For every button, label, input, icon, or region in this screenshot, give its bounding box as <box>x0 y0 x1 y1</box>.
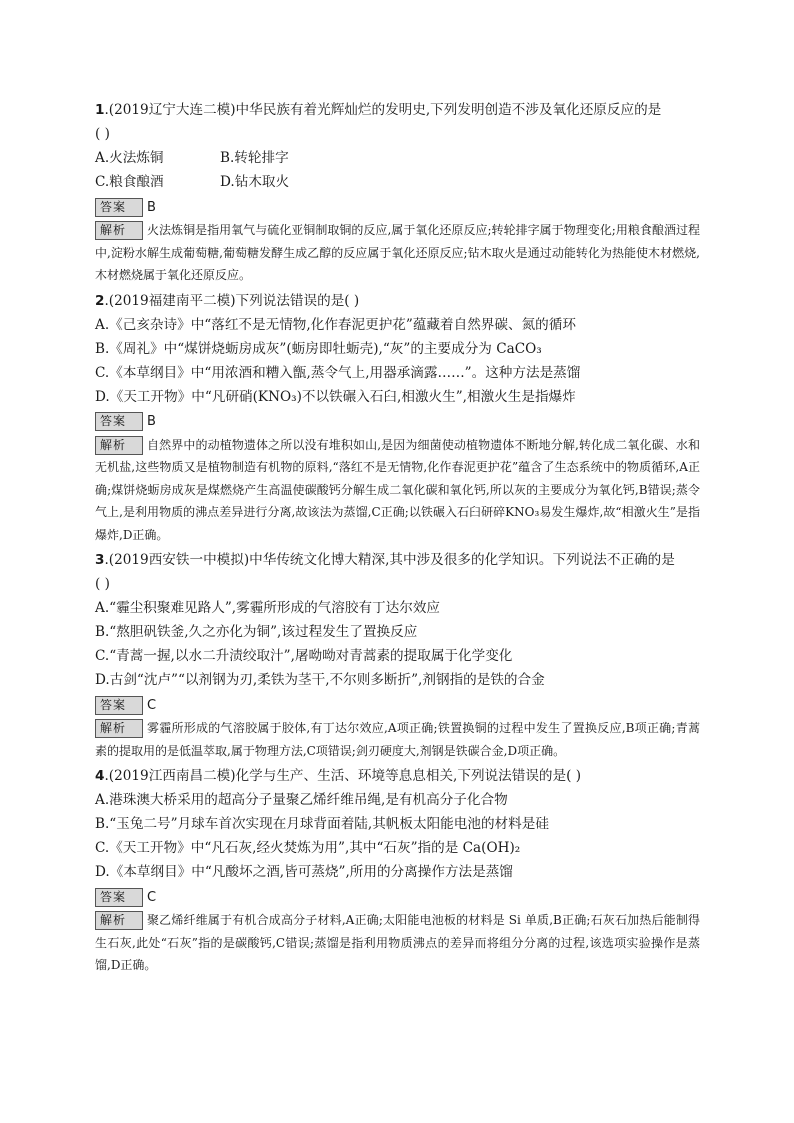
option-c: C.“青蒿一握,以水二升渍绞取汁”,屠呦呦对青蒿素的提取属于化学变化 <box>95 648 513 664</box>
answer-value: B <box>147 199 156 215</box>
explanation-tag: 解析 <box>95 221 143 240</box>
option-d: D.古剑“沈卢”“以剂钢为刃,柔铁为茎干,不尔则多断折”,剂钢指的是铁的合金 <box>95 672 545 688</box>
option-b: B.“熬胆矾铁釜,久之亦化为铜”,该过程发生了置换反应 <box>95 624 418 640</box>
option-d: D.《天工开物》中“凡研硝(KNO₃)不以铁碾入石臼,相激火生”,相激火生是指爆炸 <box>95 388 576 405</box>
answer-bracket: ( ) <box>95 126 110 142</box>
option-a: A.“霾尘积聚难见路人”,雾霾所形成的气溶胶有丁达尔效应 <box>95 600 441 616</box>
explanation: 解析 自然界中的动植物遗体之所以没有堆积如山,是因为细菌使动植物遗体不断地分解,转化成二氧化碳、水和无机盐,这些物质又是植物制造有机物的原料,“落红不是无情物,化作春泥更护花”蕴含了生态系统中的物质循环,A正确;煤饼烧蛎房成灰是煤燃烧产生高温使碳酸钙分解生成二氧化碳和氧化钙,所以灰的主要成分为氧化钙,B错误;蒸令气上,是利用物质的沸点差异进行分离,故该法为蒸馏,C正确;以铁碾入石臼研碎KNO₃易发生爆炸,故“相激火生”是指爆炸,D正确。 <box>95 437 700 542</box>
question-stem: 1.(2019辽宁大连二模)中华民族有着光辉灿烂的发明史,下列发明创造不涉及氧化还原反应的是 <box>95 102 662 118</box>
option-b: B.“玉兔二号”月球车首次实现在月球背面着陆,其帆板太阳能电池的材料是硅 <box>95 816 549 832</box>
question-stem: 2.(2019福建南平二模)下列说法错误的是( ) <box>95 292 360 309</box>
option-c: C.《本草纲目》中“用浓酒和糟入甑,蒸令气上,用器承滴露……”。这种方法是蒸馏 <box>95 364 581 381</box>
question-number: 4 <box>95 768 105 784</box>
answer-row <box>95 196 700 218</box>
option-d: D.《本草纲目》中“凡酸坏之酒,皆可蒸烧”,所用的分离操作方法是蒸馏 <box>95 864 513 880</box>
answer-value: C <box>147 889 157 905</box>
question-stem: 4.(2019江西南昌二模)化学与生产、生活、环境等息息相关,下列说法错误的是( ) <box>95 768 582 784</box>
answer-tag: 答案 <box>95 696 143 715</box>
option-b: B.转轮排字 <box>220 150 289 166</box>
question-number: 1 <box>95 102 105 118</box>
explanation-tag: 解析 <box>95 436 143 455</box>
answer-tag: 答案 <box>95 198 143 217</box>
answer-row <box>95 886 700 908</box>
explanation: 解析 火法炼铜是指用氧气与硫化亚铜制取铜的反应,属于氧化还原反应;转轮排字属于物理变化;用粮食酿酒过程中,淀粉水解生成葡萄糖,葡萄糖发酵生成乙醇的反应属于氧化还原反应;钻木取火是通过动能转化为热能使木材燃烧,木材燃烧属于氧化还原反应。 <box>95 223 700 282</box>
answer-value: C <box>147 697 157 713</box>
answer-row <box>95 411 700 433</box>
question-number: 2 <box>95 292 105 309</box>
answer-bracket: ( ) <box>95 576 110 592</box>
option-d: D.钻木取火 <box>220 174 290 190</box>
question-1 <box>95 98 700 287</box>
question-number: 3 <box>95 552 105 568</box>
question-2 <box>95 289 700 547</box>
explanation: 解析 雾霾所形成的气溶胶属于胶体,有丁达尔效应,A项正确;铁置换铜的过程中发生了置换反应,B项正确;青蒿素的提取用的是低温萃取,属于物理方法,C项错误;剑刃硬度大,剂钢是铁碳合金,D项正确。 <box>95 721 700 758</box>
option-a: A.火法炼铜 <box>95 150 164 166</box>
answer-tag: 答案 <box>95 888 143 907</box>
option-b: B.《周礼》中“煤饼烧蛎房成灰”(蛎房即牡蛎壳),“灰”的主要成分为 CaCO₃ <box>95 340 542 357</box>
question-3 <box>95 548 700 762</box>
question-4 <box>95 764 700 977</box>
question-stem: 3.(2019西安铁一中模拟)中华传统文化博大精深,其中涉及很多的化学知识。下列说法不正确的是 <box>95 552 675 568</box>
answer-value: B <box>147 414 156 429</box>
option-c: C.《天工开物》中“凡石灰,经火焚炼为用”,其中“石灰”指的是 Ca(OH)₂ <box>95 840 521 856</box>
answer-tag: 答案 <box>95 412 143 431</box>
option-c: C.粮食酿酒 <box>95 174 164 190</box>
explanation: 解析 聚乙烯纤维属于有机合成高分子材料,A正确;太阳能电池板的材料是 Si 单质,B正确;石灰石加热后能制得生石灰,此处“石灰”指的是碳酸钙,C错误;蒸馏是指利用物质沸点的差异而将组分分离的过程,该选项实验操作是蒸馏,D正确。 <box>95 913 700 972</box>
explanation-tag: 解析 <box>95 719 143 738</box>
explanation-tag: 解析 <box>95 911 143 930</box>
answer-row <box>95 694 700 716</box>
option-a: A.《己亥杂诗》中“落红不是无情物,化作春泥更护花”蕴藏着自然界碳、氮的循环 <box>95 316 576 333</box>
option-a: A.港珠澳大桥采用的超高分子量聚乙烯纤维吊绳,是有机高分子化合物 <box>95 792 508 808</box>
document-page <box>95 98 700 979</box>
options-grid <box>95 146 700 194</box>
